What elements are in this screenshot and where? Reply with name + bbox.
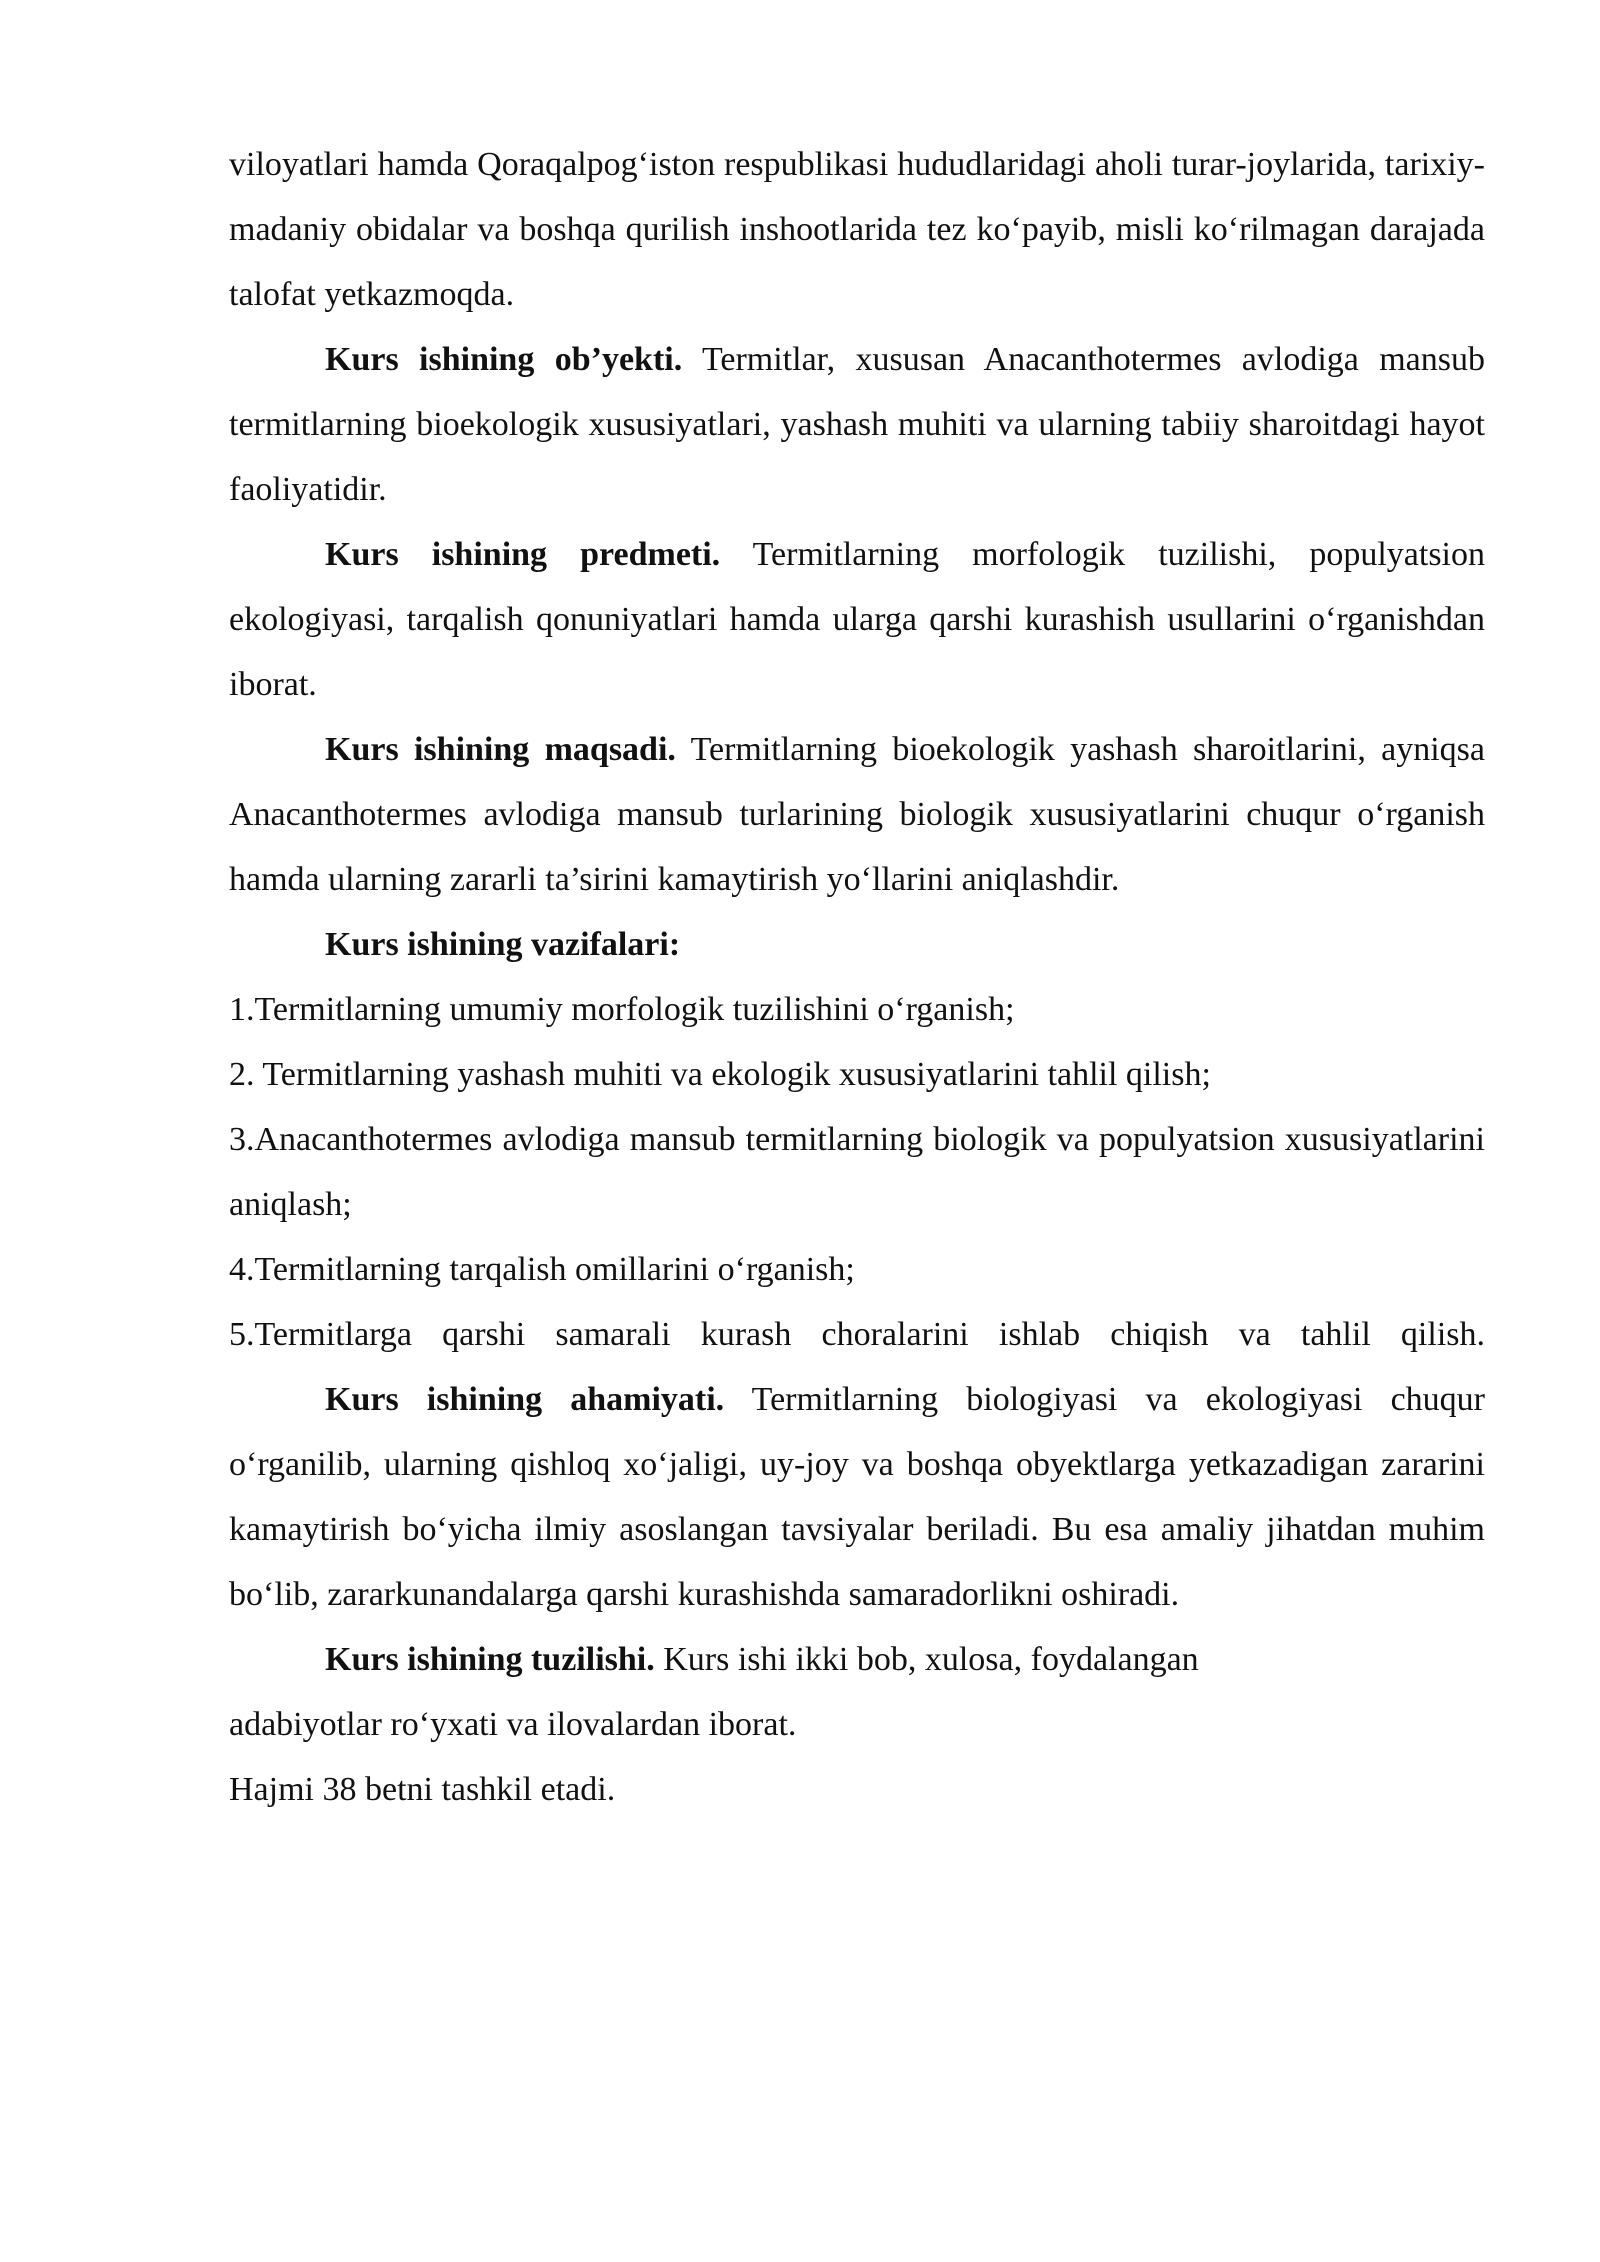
tasks-heading-paragraph	[229, 912, 1485, 977]
object-paragraph	[229, 327, 1485, 522]
document-body	[229, 132, 1485, 1822]
goal-paragraph	[229, 717, 1485, 912]
task-item: 3.Anacanthotermes avlodiga mansub termitlarning biologik va populyatsion xususiyatlarini aniqlash;	[229, 1121, 1485, 1223]
structure-text: Kurs ishi ikki bob, xulosa, foydalangan	[654, 1641, 1199, 1678]
task-item: 5.Termitlarga qarshi samarali kurash choralarini ishlab chiqish va tahlil qilish.	[229, 1316, 1485, 1353]
importance-heading: Kurs ishining ahamiyati.	[325, 1381, 725, 1418]
structure-heading: Kurs ishining tuzilishi.	[325, 1641, 655, 1678]
task-item: 4.Termitlarning tarqalish omillarini o‘rganish;	[229, 1251, 855, 1288]
goal-heading: Kurs ishining maqsadi.	[325, 731, 676, 768]
subject-heading: Kurs ishining predmeti.	[325, 536, 721, 573]
subject-paragraph	[229, 522, 1485, 717]
object-text: Termitlar, xususan Anacanthotermes avlodiga mansub termitlarning bioekologik xususiyatlari, yashash muhiti va ularning tabiiy sharoitdagi hayot faoliyatidir.	[229, 341, 1486, 508]
structure-line-3: Hajmi 38 betni tashkil etadi.	[229, 1771, 616, 1808]
task-item: 1.Termitlarning umumiy morfologik tuzilishini o‘rganish;	[229, 991, 1015, 1028]
tasks-heading: Kurs ishining vazifalari:	[325, 926, 681, 963]
object-heading: Kurs ishining ob’yekti.	[325, 341, 683, 378]
goal-text: Termitlarning bioekologik yashash sharoitlarini, ayniqsa Anacanthotermes avlodiga mansub turlarining biologik xususiyatlarini chuqur o‘rganish hamda ularning zararli ta’sirini kamaytirish yo‘llarini aniqlashdir.	[229, 731, 1485, 898]
subject-text: Termitlarning morfologik tuzilishi, populyatsion ekologiyasi, tarqalish qonuniyatlari hamda ularga qarshi kurashish usullarini o‘rganishdan iborat.	[229, 536, 1485, 703]
task-item: 2. Termitlarning yashash muhiti va ekologik xususiyatlarini tahlil qilish;	[229, 1056, 1211, 1093]
structure-line-2: adabiyotlar ro‘yxati va ilovalardan iborat.	[229, 1706, 797, 1743]
importance-paragraph	[229, 1367, 1485, 1627]
importance-text: Termitlarning biologiyasi va ekologiyasi chuqur o‘rganilib, ularning qishloq xo‘jaligi, uy-joy va boshqa obyektlarga yetkazadigan zararini kamaytirish bo‘yicha ilmiy asoslangan tavsiyalar beriladi. Bu esa amaliy jihatdan muhim bo‘lib, zararkunandalarga qarshi kurashishda samaradorlikni oshiradi.	[229, 1381, 1485, 1613]
structure-paragraph	[229, 1627, 1485, 1692]
intro-paragraph: viloyatlari hamda Qoraqalpog‘iston respublikasi hududlaridagi aholi turar-joylarida, tarixiy-madaniy obidalar va boshqa qurilish inshootlarida tez ko‘payib, misli ko‘rilmagan darajada talofat yetkazmoqda.	[229, 146, 1485, 313]
